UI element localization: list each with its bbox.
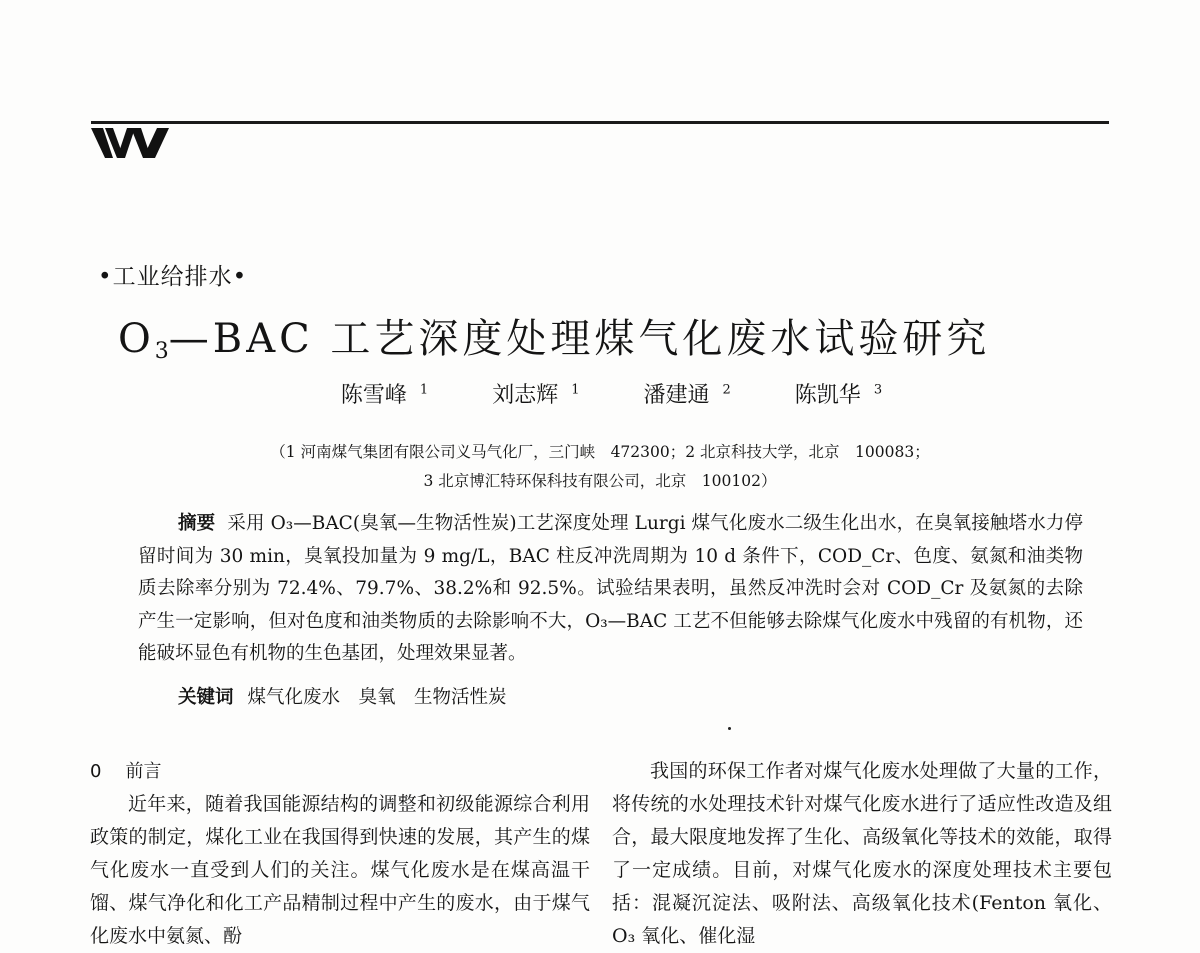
abstract-text: 采用 O₃—BAC(臭氧—生物活性炭)工艺深度处理 Lurgi 煤气化废水二级生化出水，在臭氧接触塔水力停留时间为 30 min，臭氧投加量为 9 mg/L，BAC 柱反冲洗周期为 10 d 条件下，COD_Cr、色度、氨氮和油类物质去除率分别为 72.4%、79.7%、38.2%和 92.5%。试验结果表明，虽然反冲洗时会对 COD_Cr 及氨氮的去除产生一定影响，但对色度和油类物质的去除影响不大，O₃—BAC 工艺不但能够去除煤气化废水中残留的有机物，还能破坏显色有机物的生色基团，处理效果显著。 — [138, 513, 1083, 664]
author-list — [0, 378, 1200, 409]
header-rule — [91, 121, 1109, 124]
affiliation-line-2: 3 北京博汇特环保科技有限公司，北京 100102） — [423, 472, 777, 490]
title-prefix: O — [118, 316, 155, 362]
w-logo-icon — [91, 126, 171, 160]
body-paragraph: 近年来，随着我国能源结构的调整和初级能源综合利用政策的制定，煤化工业在我国得到快速的发展，其产生的煤气化废水一直受到人们的关注。煤气化废水是在煤高温干馏、煤气净化和化工产品精制过程中产生的废水，由于煤气化废水中氨氮、酚 — [90, 793, 590, 947]
author: 潘建通 $^2$ — [643, 382, 731, 408]
paper-title — [118, 307, 1078, 364]
body-paragraph: 我国的环保工作者对煤气化废水处理做了大量的工作，将传统的水处理技术针对煤气化废水进行了适应性改造及组合，最大限度地发挥了生化、高级氧化等技术的效能，取得了一定成绩。目前，对煤气化废水的深度处理技术主要包括：混凝沉淀法、吸附法、高级氧化技术(Fenton 氧化、O₃ 氧化、催化湿 — [612, 760, 1112, 947]
body-column-right — [612, 755, 1112, 953]
keywords-text: 煤气化废水 臭氧 生物活性炭 — [247, 687, 507, 708]
column-tag: •工业给排水• — [98, 264, 248, 290]
affiliation-line-1: （1 河南煤气集团有限公司义马气化厂，三门峡 472300；2 北京科技大学，北京 100083； — [270, 443, 930, 461]
title-subscript: 3 — [154, 339, 169, 364]
decorative-dot — [728, 727, 731, 730]
section-heading: 0 前言 — [90, 761, 162, 782]
keywords — [178, 683, 507, 709]
title-rest: —BAC 工艺深度处理煤气化废水试验研究 — [168, 316, 991, 362]
abstract — [138, 508, 1083, 671]
keywords-label: 关键词 — [178, 687, 234, 708]
author: 刘志辉 $^1$ — [492, 382, 580, 408]
abstract-label: 摘要 — [178, 513, 216, 534]
body-column-left — [90, 755, 590, 953]
author: 陈凯华 $^3$ — [794, 382, 883, 408]
author: 陈雪峰 $^1$ — [340, 382, 429, 408]
